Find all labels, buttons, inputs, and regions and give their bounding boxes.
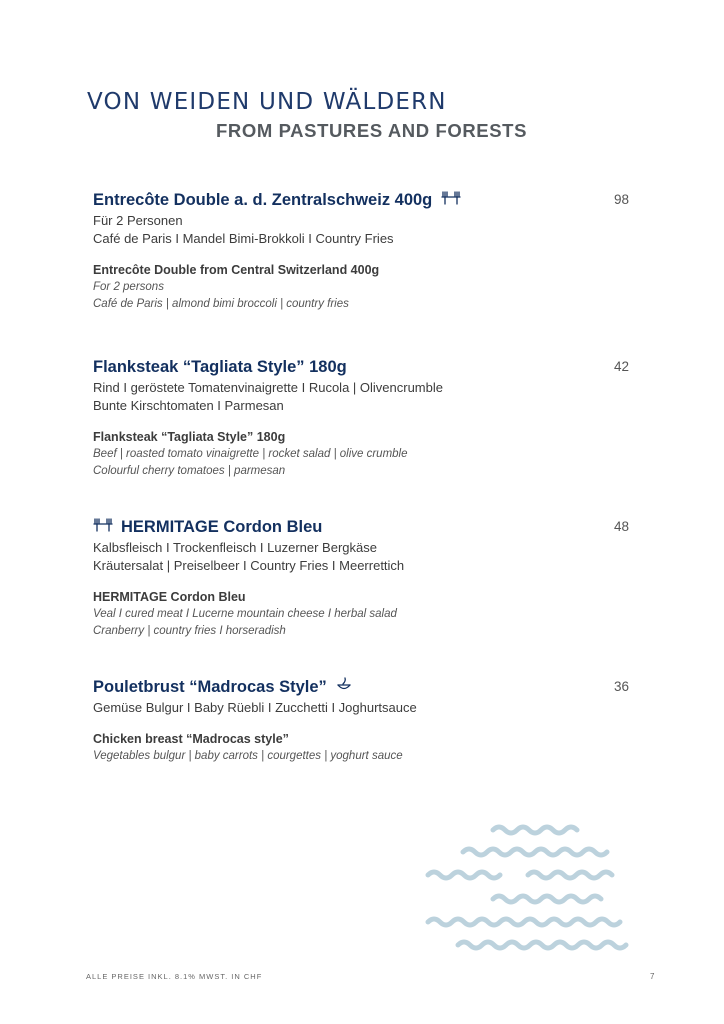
description-de-line: Café de Paris I Mandel Bimi-Brokkoli I Country Fries bbox=[93, 231, 394, 246]
description-de-line: Rind I geröstete Tomatenvinaigrette I Rucola | Olivencrumble bbox=[93, 380, 443, 395]
item-price: 48 bbox=[613, 519, 629, 534]
item-price: 98 bbox=[613, 192, 629, 207]
section-title-en: FROM PASTURES AND FORESTS bbox=[216, 120, 528, 141]
description-en-line: Cranberry | country fries I horseradish bbox=[93, 625, 286, 637]
description-en-line: Vegetables bulgur | baby carrots | courgettes | yoghurt sauce bbox=[93, 750, 403, 762]
page-number: 7 bbox=[650, 972, 655, 981]
menu-item-entrecote bbox=[93, 188, 633, 313]
decorative-waves bbox=[418, 812, 638, 957]
description-en-line: Colourful cherry tomatoes | parmesan bbox=[93, 465, 286, 477]
description-en-line: Veal I cured meat I Lucerne mountain cheese I herbal salad bbox=[93, 608, 397, 620]
item-title-en: Entrecôte Double from Central Switzerland 400g bbox=[93, 263, 380, 277]
item-price: 42 bbox=[613, 359, 629, 374]
sharing-cutlery-icon bbox=[93, 515, 113, 539]
item-title-en: Chicken breast “Madrocas style” bbox=[93, 732, 289, 746]
item-title-en: HERMITAGE Cordon Bleu bbox=[93, 590, 246, 604]
item-title-en: Flanksteak “Tagliata Style” 180g bbox=[93, 430, 286, 444]
description-en-line: Café de Paris | almond bimi broccoli | country fries bbox=[93, 298, 349, 310]
item-title: Flanksteak “Tagliata Style” 180g bbox=[93, 358, 347, 376]
description-de-line: Gemüse Bulgur I Baby Rüebli I Zucchetti I Joghurtsauce bbox=[93, 700, 417, 715]
menu-item-cordon-bleu bbox=[93, 515, 633, 640]
description-en-line: Beef | roasted tomato vinaigrette | rocket salad | olive crumble bbox=[93, 448, 408, 460]
menu-item-pouletbrust bbox=[93, 675, 633, 765]
menu-item-flanksteak bbox=[93, 355, 633, 480]
item-title: Pouletbrust “Madrocas Style” bbox=[93, 678, 327, 696]
description-de-line: Für 2 Personen bbox=[93, 213, 183, 228]
curry-bowl-icon bbox=[336, 675, 352, 699]
sharing-cutlery-icon bbox=[441, 188, 461, 212]
description-de-line: Kalbsfleisch I Trockenfleisch I Luzerner Bergkäse bbox=[93, 540, 377, 555]
description-de-line: Bunte Kirschtomaten I Parmesan bbox=[93, 398, 284, 413]
description-en-line: For 2 persons bbox=[93, 281, 164, 293]
description-de-line: Kräutersalat | Preiselbeer I Country Fries I Meerrettich bbox=[93, 558, 405, 573]
section-title-de: VON WEIDEN UND WÄLDERN bbox=[87, 89, 447, 115]
item-title: HERMITAGE Cordon Bleu bbox=[121, 518, 323, 536]
item-price: 36 bbox=[613, 679, 629, 694]
item-title: Entrecôte Double a. d. Zentralschweiz 400g bbox=[93, 191, 433, 209]
price-note: ALLE PREISE INKL. 8.1% MWST. IN CHF bbox=[86, 972, 263, 981]
